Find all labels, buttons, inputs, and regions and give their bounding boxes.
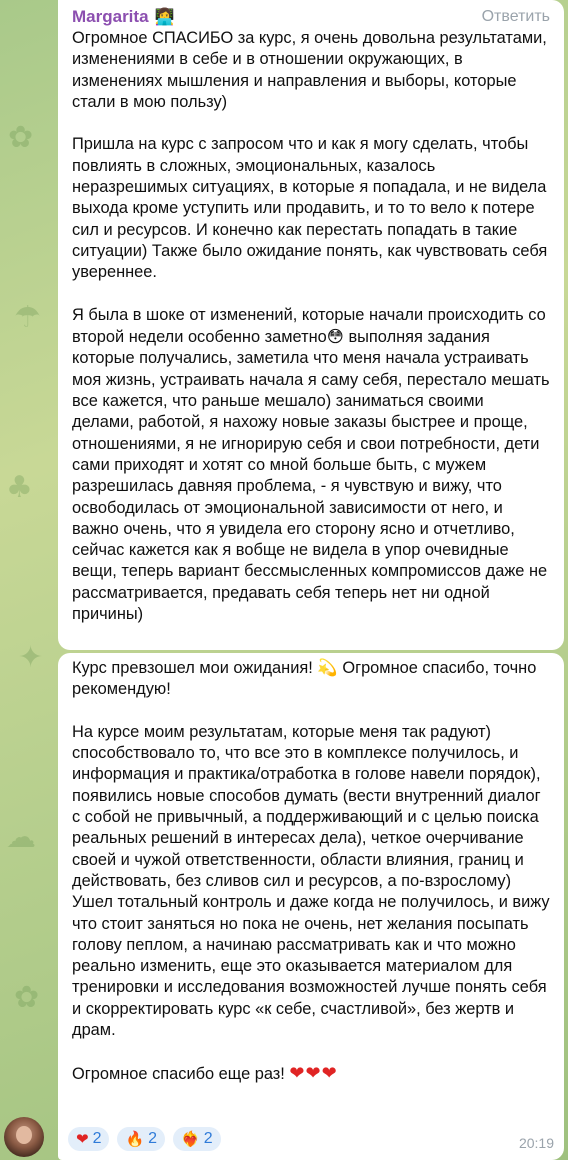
message-paragraph	[72, 305, 550, 625]
message-bubble-2[interactable]	[58, 653, 564, 1160]
paragraph-text: Огромное спасибо, точно рекомендую!	[72, 659, 537, 699]
message-paragraph: На курсе моим результатам, которые меня так радуют) способствовало то, что все это в комплексе получилось, и информация и практика/отработка в голове навели порядок), появились новые способов думать (вести внутренний диалог с собой не привычный, а поддерживающий и с целью поиска реальных решений в интересах дела), четкое очерчивание своей и чужой ответственности, области влияния, границ и действовать, без сливов сил и ресурсов, а по-взрослому) Ушел тотальный контроль и даже когда не получилось, и вижу что стоит заняться но пока не очень, нет желания посыпать голову пеплом, а начинаю рассматривать как и что можно реально изменить, еще это оказывается материалом для тренировки и исследования возможностей лучше понять себя и скорректировать курс «к себе, счастливой», без жертв и драм.	[72, 722, 550, 1040]
message-paragraph	[72, 657, 550, 701]
paragraph-text: выполняя задания которые получались, заметила что меня начала устраивать моя жизнь, устраивать начала я саму себя, перестало мешать все кажется, что раньше мешало) заниматься своими делами, работой, я нахожу новые заказы быстрее и проще, отношениями, я не игнорирую себя и свои потребности, дети сами приходят и хотят со мной больше быть, с мужем разрешилась давняя проблема, - я чувствую и вижу, что освободилась от эмоциональной зависимости от него, и важно очень, что я увидела его сторону ясно и отчетливо, сейчас кажется как я вобще не видела в упор очевидные вещи, теперь вариант бессмысленных компромиссов даже не рассматривается, предавать себя теперь нет ни одной причины)	[72, 328, 550, 624]
reaction-count: 2	[92, 1130, 102, 1147]
hearts-icon: ❤❤❤	[289, 1062, 338, 1084]
message-timestamp: 20:19	[518, 1135, 554, 1151]
message-header	[72, 6, 550, 28]
message-paragraph: Пришла на курс с запросом что и как я могу сделать, чтобы повлиять в сложных, эмоциональных, казалось неразрешимых ситуациях, в которые я попадала, и не видела выхода кроме уступить или продавить, и то то вело к потере сил и ресурсов. И конечно как перестать попадать в такие ситуации) Также было ожидание понять, как чувствовать себя увереннее.	[72, 135, 548, 282]
avatar[interactable]	[4, 1117, 44, 1157]
heart-on-fire-icon: ❤‍🔥	[181, 1130, 200, 1148]
reaction-count: 2	[148, 1130, 158, 1147]
dizzy-star-icon: 💫	[317, 658, 338, 677]
reply-button[interactable]: Ответить	[481, 8, 550, 25]
heart-icon: ❤	[76, 1130, 89, 1148]
message-bubble-1[interactable]	[58, 0, 564, 650]
paragraph-text: Огромное спасибо еще раз!	[72, 1064, 290, 1083]
flushed-face-icon: 😳	[326, 327, 344, 347]
message-paragraph: Огромное СПАСИБО за курс, я очень довольна результатами, изменениями в себе и в отношении окружающих, в изменениях мышления и направления и выборы, которые стали в мою пользу)	[72, 29, 547, 111]
paragraph-text: Курс превзошел мои ожидания!	[72, 659, 318, 677]
author-badge-icon: 👩‍💻	[154, 7, 175, 26]
paragraph-text: Я была в шоке от изменений, которые начали происходить со второй недели особенно заметно	[72, 305, 546, 347]
message-paragraph	[72, 1063, 550, 1085]
chat-background-pattern: ✿ ☂ ♣ ✦ ☁ ✿	[6, 120, 44, 1015]
fire-icon: 🔥	[125, 1130, 145, 1148]
reaction-heart[interactable]	[68, 1127, 109, 1151]
reaction-fire[interactable]	[117, 1127, 165, 1151]
author-name[interactable]: Margarita	[72, 7, 149, 26]
reaction-count: 2	[203, 1130, 213, 1147]
reaction-heart-on-fire[interactable]	[173, 1127, 221, 1151]
reactions-bar	[68, 1127, 221, 1151]
